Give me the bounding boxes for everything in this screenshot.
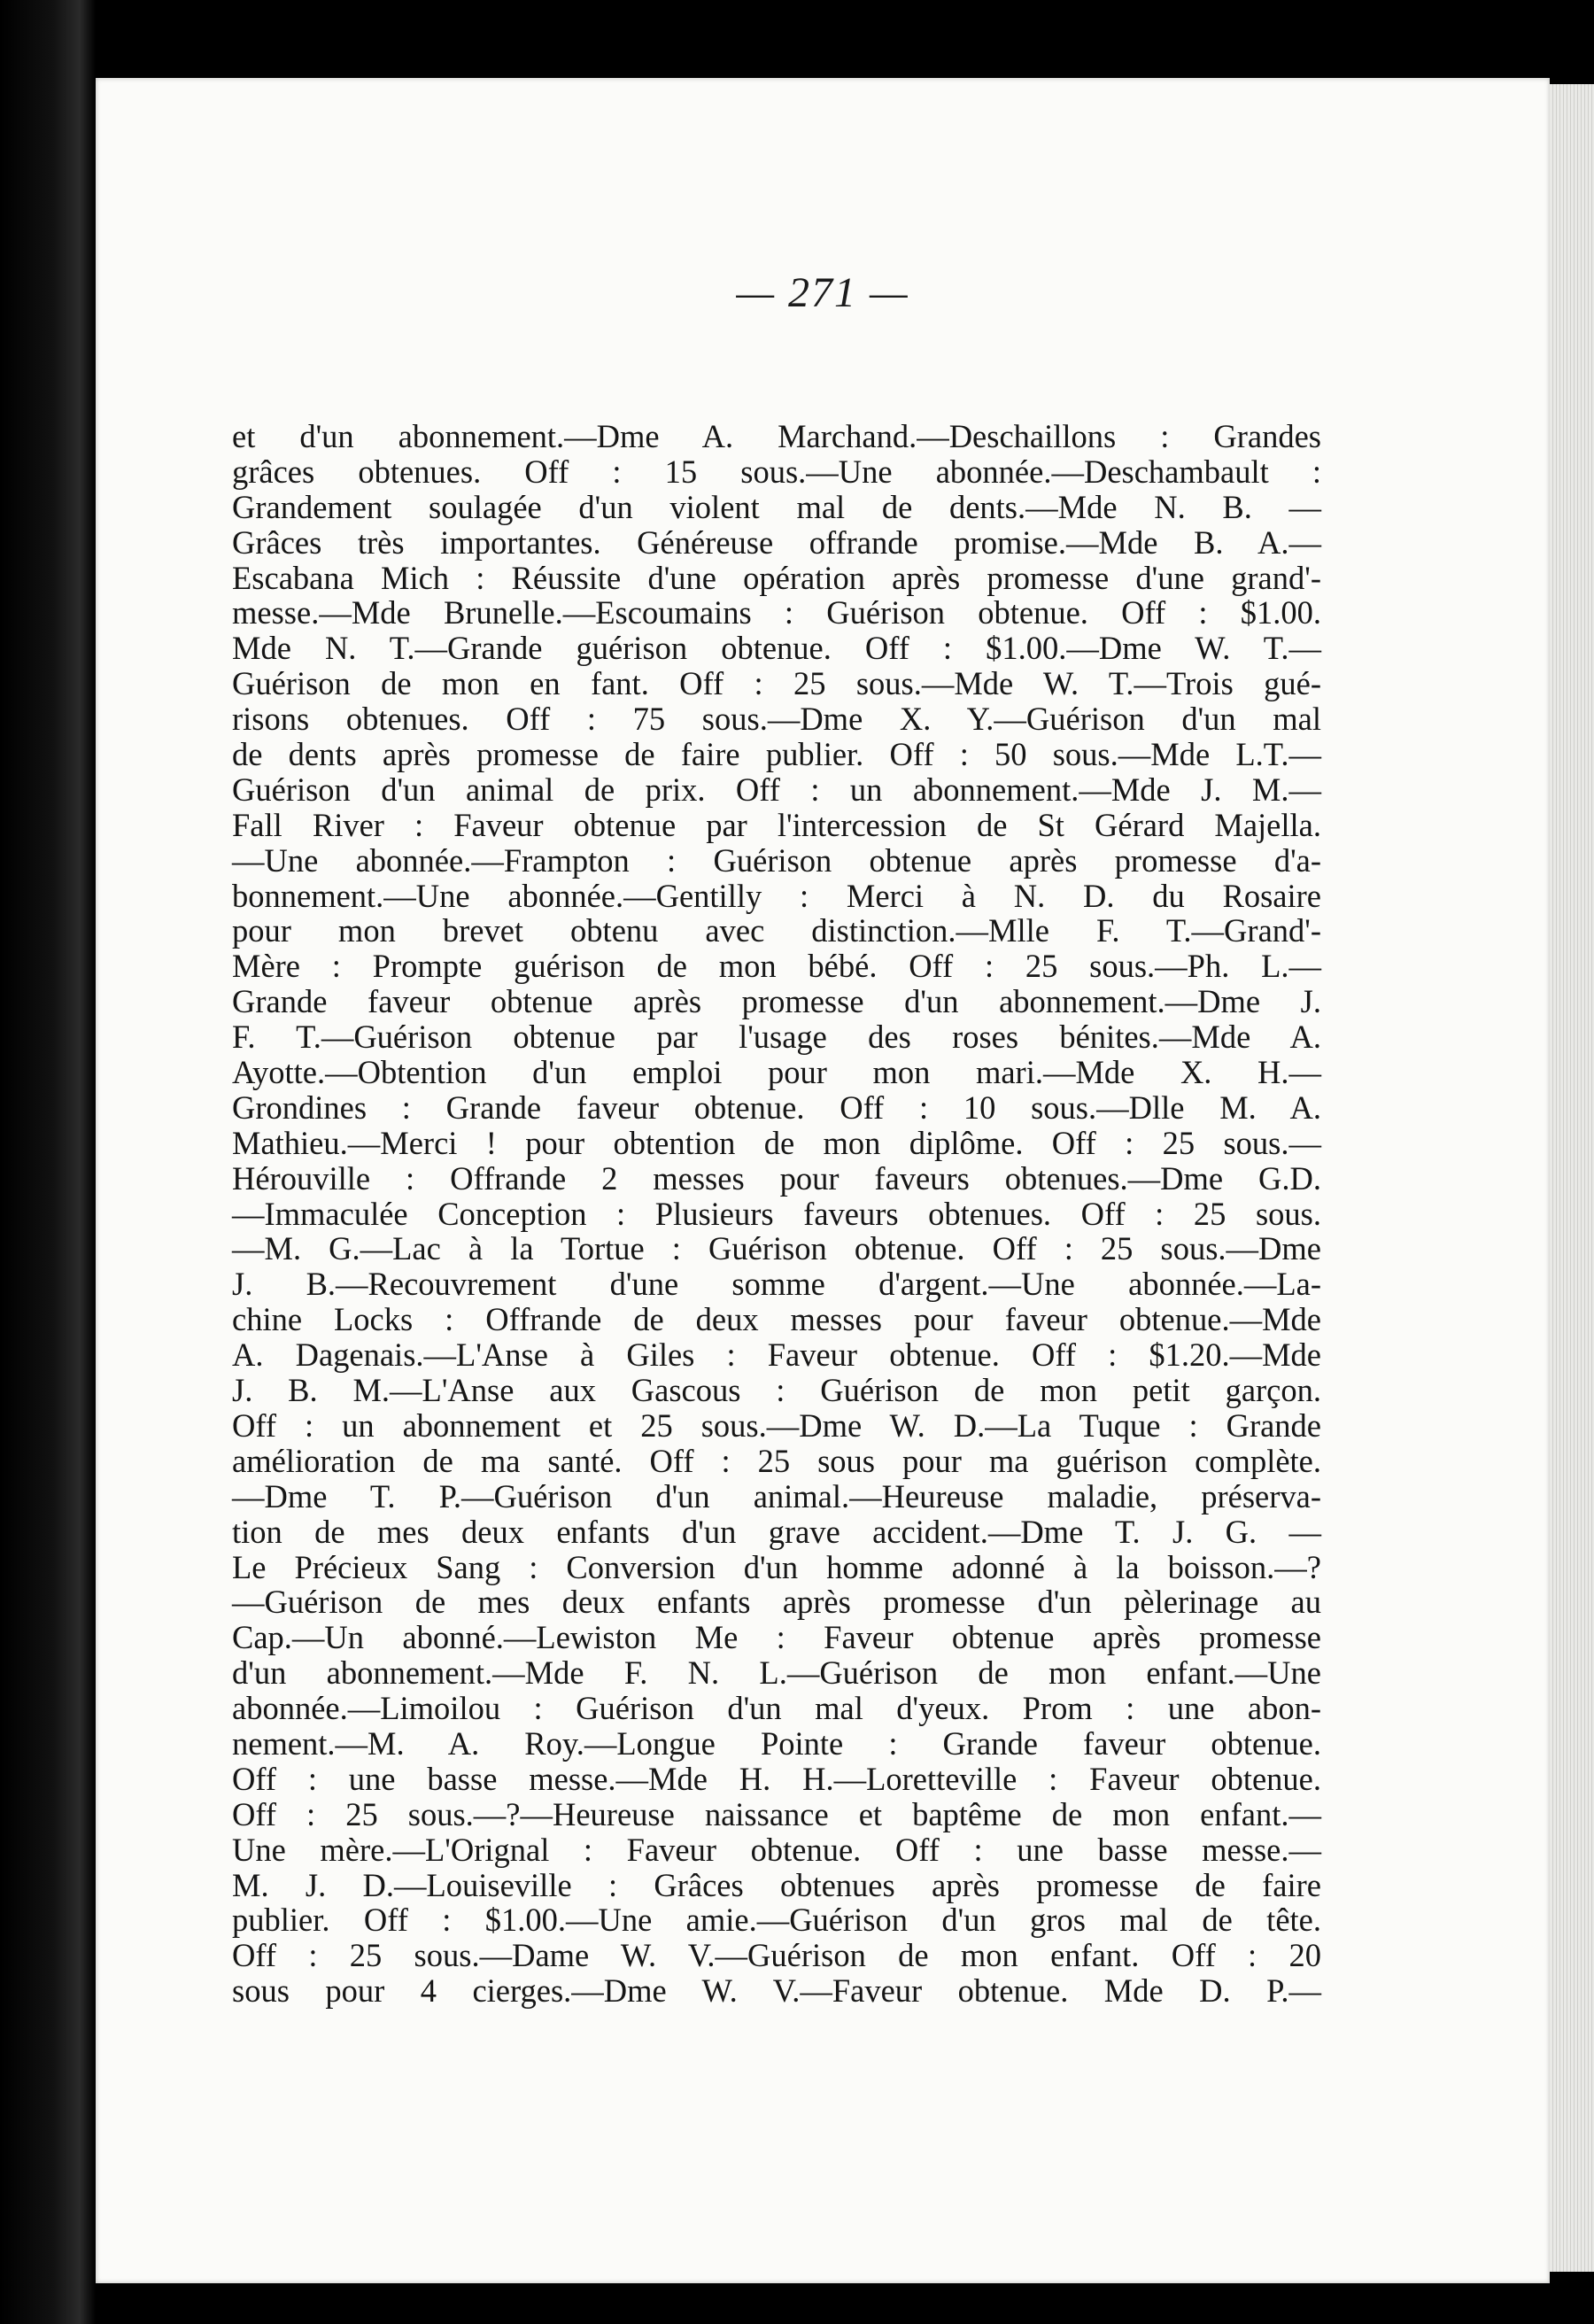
text-line: —M. G.—Lac à la Tortue : Guérison obtenue. Off : 25 sous.—Dme [232,1230,1321,1267]
text-line: J. B. M.—L'Anse aux Gascous : Guérison de mon petit garçon. [232,1372,1321,1409]
text-line: A. Dagenais.—L'Anse à Giles : Faveur obtenue. Off : $1.20.—Mde [232,1336,1321,1374]
text-line: Grâces très importantes. Généreuse offrande promise.—Mde B. A.— [232,523,1321,561]
text-line: Guérison d'un animal de prix. Off : un abonnement.—Mde J. M.— [232,771,1321,808]
text-line: amélioration de ma santé. Off : 25 sous pour ma guérison complète. [232,1442,1321,1479]
text-line: Off : un abonnement et 25 sous.—Dme W. D.—La Tuque : Grande [232,1406,1321,1444]
text-line: risons obtenues. Off : 75 sous.—Dme X. Y.—Guérison d'un mal [232,701,1321,738]
text-line: Mathieu.—Merci ! pour obtention de mon diplôme. Off : 25 sous.— [232,1124,1321,1161]
text-line: Off : 25 sous.—?—Heureuse naissance et baptême de mon enfant.— [232,1795,1321,1832]
text-line: Hérouville : Offrande 2 messes pour faveurs obtenues.—Dme G.D. [232,1159,1321,1197]
text-line: Guérison de mon en fant. Off : 25 sous.—Mde W. T.—Trois gué- [232,665,1321,702]
text-line: J. B.—Recouvrement d'une somme d'argent.—Une abonnée.—La- [232,1266,1321,1303]
text-line: bonnement.—Une abonnée.—Gentilly : Merci à N. D. du Rosaire [232,877,1321,914]
text-line: F. T.—Guérison obtenue par l'usage des roses bénites.—Mde A. [232,1019,1321,1056]
book-binding [0,0,96,2324]
text-line: —Guérison de mes deux enfants après promesse d'un pèlerinage au [232,1584,1321,1621]
text-line: tion de mes deux enfants d'un grave accident.—Dme T. J. G. — [232,1513,1321,1550]
text-line: Une mère.—L'Orignal : Faveur obtenue. Off : une basse messe.— [232,1831,1321,1868]
text-line: —Dme T. P.—Guérison d'un animal.—Heureuse maladie, préserva- [232,1477,1321,1514]
text-line: Mde N. T.—Grande guérison obtenue. Off : $1.00.—Dme W. T.— [232,630,1321,667]
text-line: Mère : Prompte guérison de mon bébé. Off : 25 sous.—Ph. L.— [232,948,1321,985]
text-line: Le Précieux Sang : Conversion d'un homme adonné à la boisson.—? [232,1548,1321,1585]
text-line: chine Locks : Offrande de deux messes pour faveur obtenue.—Mde [232,1301,1321,1338]
text-line: messe.—Mde Brunelle.—Escoumains : Guérison obtenue. Off : $1.00. [232,594,1321,631]
text-line: Escabana Mich : Réussite d'une opération après promesse d'une grand'- [232,559,1321,596]
text-line: sous pour 4 cierges.—Dme W. V.—Faveur obtenue. Mde D. P.— [232,1972,1321,2010]
text-line: et d'un abonnement.—Dme A. Marchand.—Deschaillons : Grandes [232,418,1321,454]
text-line: de dents après promesse de faire publier. Off : 50 sous.—Mde L.T.— [232,736,1321,773]
text-line: Fall River : Faveur obtenue par l'intercession de St Gérard Majella. [232,806,1321,843]
text-line: publier. Off : $1.00.—Une amie.—Guérison d'un gros mal de tête. [232,1902,1321,1939]
text-line: M. J. D.—Louiseville : Grâces obtenues après promesse de faire [232,1866,1321,1903]
body-text [232,419,1321,2009]
text-line: —Une abonnée.—Frampton : Guérison obtenue après promesse d'a- [232,841,1321,879]
text-line: Grande faveur obtenue après promesse d'un abonnement.—Dme J. [232,983,1321,1020]
page-number: — 271 — [736,269,909,316]
text-line: Grondines : Grande faveur obtenue. Off : 10 sous.—Dlle M. A. [232,1088,1321,1126]
text-line: Cap.—Un abonné.—Lewiston Me : Faveur obtenue après promesse [232,1619,1321,1656]
text-line: Off : une basse messe.—Mde H. H.—Loretteville : Faveur obtenue. [232,1760,1321,1797]
text-line: Ayotte.—Obtention d'un emploi pour mon mari.—Mde X. H.— [232,1054,1321,1091]
text-line: Off : 25 sous.—Dame W. V.—Guérison de mon enfant. Off : 20 [232,1937,1321,1974]
page-sheet [96,78,1550,2283]
text-line: nement.—M. A. Roy.—Longue Pointe : Grande faveur obtenue. [232,1724,1321,1762]
text-line: pour mon brevet obtenu avec distinction.—Mlle F. T.—Grand'- [232,912,1321,949]
text-line: —Immaculée Conception : Plusieurs faveurs obtenues. Off : 25 sous. [232,1195,1321,1232]
text-line: abonnée.—Limoilou : Guérison d'un mal d'yeux. Prom : une abon- [232,1690,1321,1727]
text-line: Grandement soulagée d'un violent mal de dents.—Mde N. B. — [232,488,1321,525]
text-line: d'un abonnement.—Mde F. N. L.—Guérison de mon enfant.—Une [232,1654,1321,1692]
text-line: grâces obtenues. Off : 15 sous.—Une abonnée.—Deschambault : [232,453,1321,490]
